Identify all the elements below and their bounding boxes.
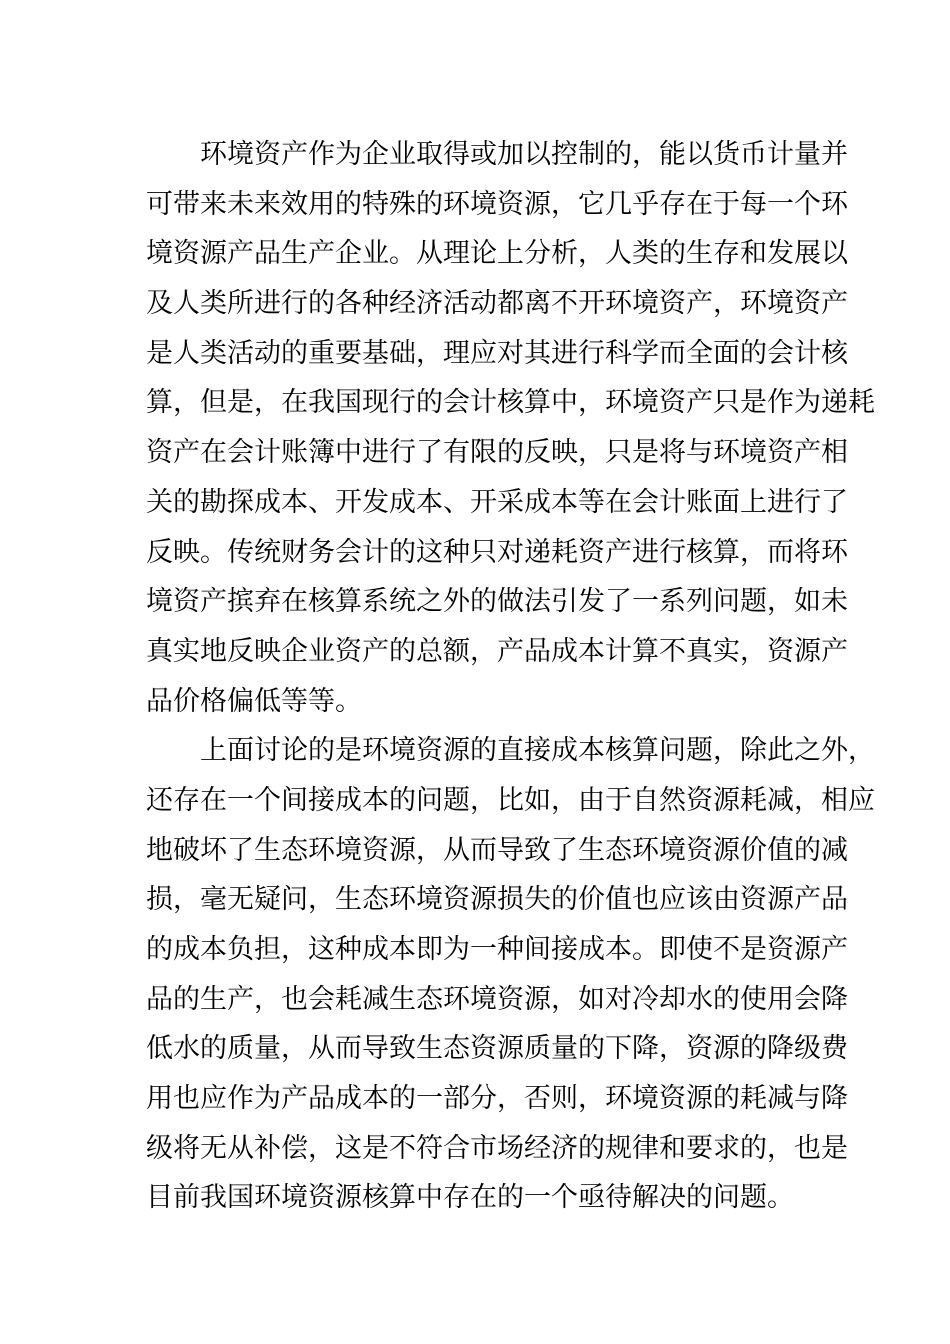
paragraph-line: 地破坏了生态环境资源，从而导致了生态环境资源价值的减 bbox=[146, 834, 848, 866]
paragraph-2 bbox=[146, 726, 875, 1223]
paragraph-line: 损，毫无疑问，生态环境资源损失的价值也应该由资源产品 bbox=[146, 884, 848, 916]
body-text bbox=[146, 130, 875, 1223]
paragraph-line: 级将无从补偿，这是不符合市场经济的规律和要求的，也是 bbox=[146, 1132, 848, 1164]
paragraph-line: 境资产摈弃在核算系统之外的做法引发了一系列问题，如未 bbox=[146, 586, 848, 618]
paragraph-line: 境资源产品生产企业。从理论上分析，人类的生存和发展以 bbox=[146, 238, 848, 270]
paragraph-line: 资产在会计账簿中进行了有限的反映，只是将与环境资产相 bbox=[146, 437, 848, 469]
paragraph-line: 算，但是，在我国现行的会计核算中，环境资产只是作为递耗 bbox=[146, 387, 875, 419]
paragraph-line: 真实地反映企业资产的总额，产品成本计算不真实，资源产 bbox=[146, 635, 848, 667]
paragraph-line: 品的生产，也会耗减生态环境资源，如对冷却水的使用会降 bbox=[146, 983, 848, 1015]
paragraph-line: 目前我国环境资源核算中存在的一个亟待解决的问题。 bbox=[146, 1182, 794, 1214]
paragraph-line: 用也应作为产品成本的一部分，否则，环境资源的耗减与降 bbox=[146, 1083, 848, 1115]
paragraph-line: 品价格偏低等等。 bbox=[146, 685, 362, 717]
paragraph-line: 关的勘探成本、开发成本、开采成本等在会计账面上进行了 bbox=[146, 486, 848, 518]
paragraph-line: 上面讨论的是环境资源的直接成本核算问题，除此之外， bbox=[200, 735, 875, 767]
paragraph-line: 可带来未来效用的特殊的环境资源，它几乎存在于每一个环 bbox=[146, 188, 848, 220]
paragraph-line: 的成本负担，这种成本即为一种间接成本。即使不是资源产 bbox=[146, 934, 848, 965]
paragraph-1 bbox=[146, 130, 875, 726]
paragraph-line: 环境资产作为企业取得或加以控制的，能以货币计量并 bbox=[200, 139, 848, 170]
paragraph-line: 及人类所进行的各种经济活动都离不开环境资产，环境资产 bbox=[146, 288, 848, 320]
paragraph-line: 低水的质量，从而导致生态资源质量的下降，资源的降级费 bbox=[146, 1033, 848, 1065]
paragraph-line: 是人类活动的重要基础，理应对其进行科学而全面的会计核 bbox=[146, 337, 848, 369]
paragraph-line: 反映。传统财务会计的这种只对递耗资产进行核算，而将环 bbox=[146, 536, 848, 568]
paragraph-line: 还存在一个间接成本的问题，比如，由于自然资源耗减，相应 bbox=[146, 784, 875, 816]
